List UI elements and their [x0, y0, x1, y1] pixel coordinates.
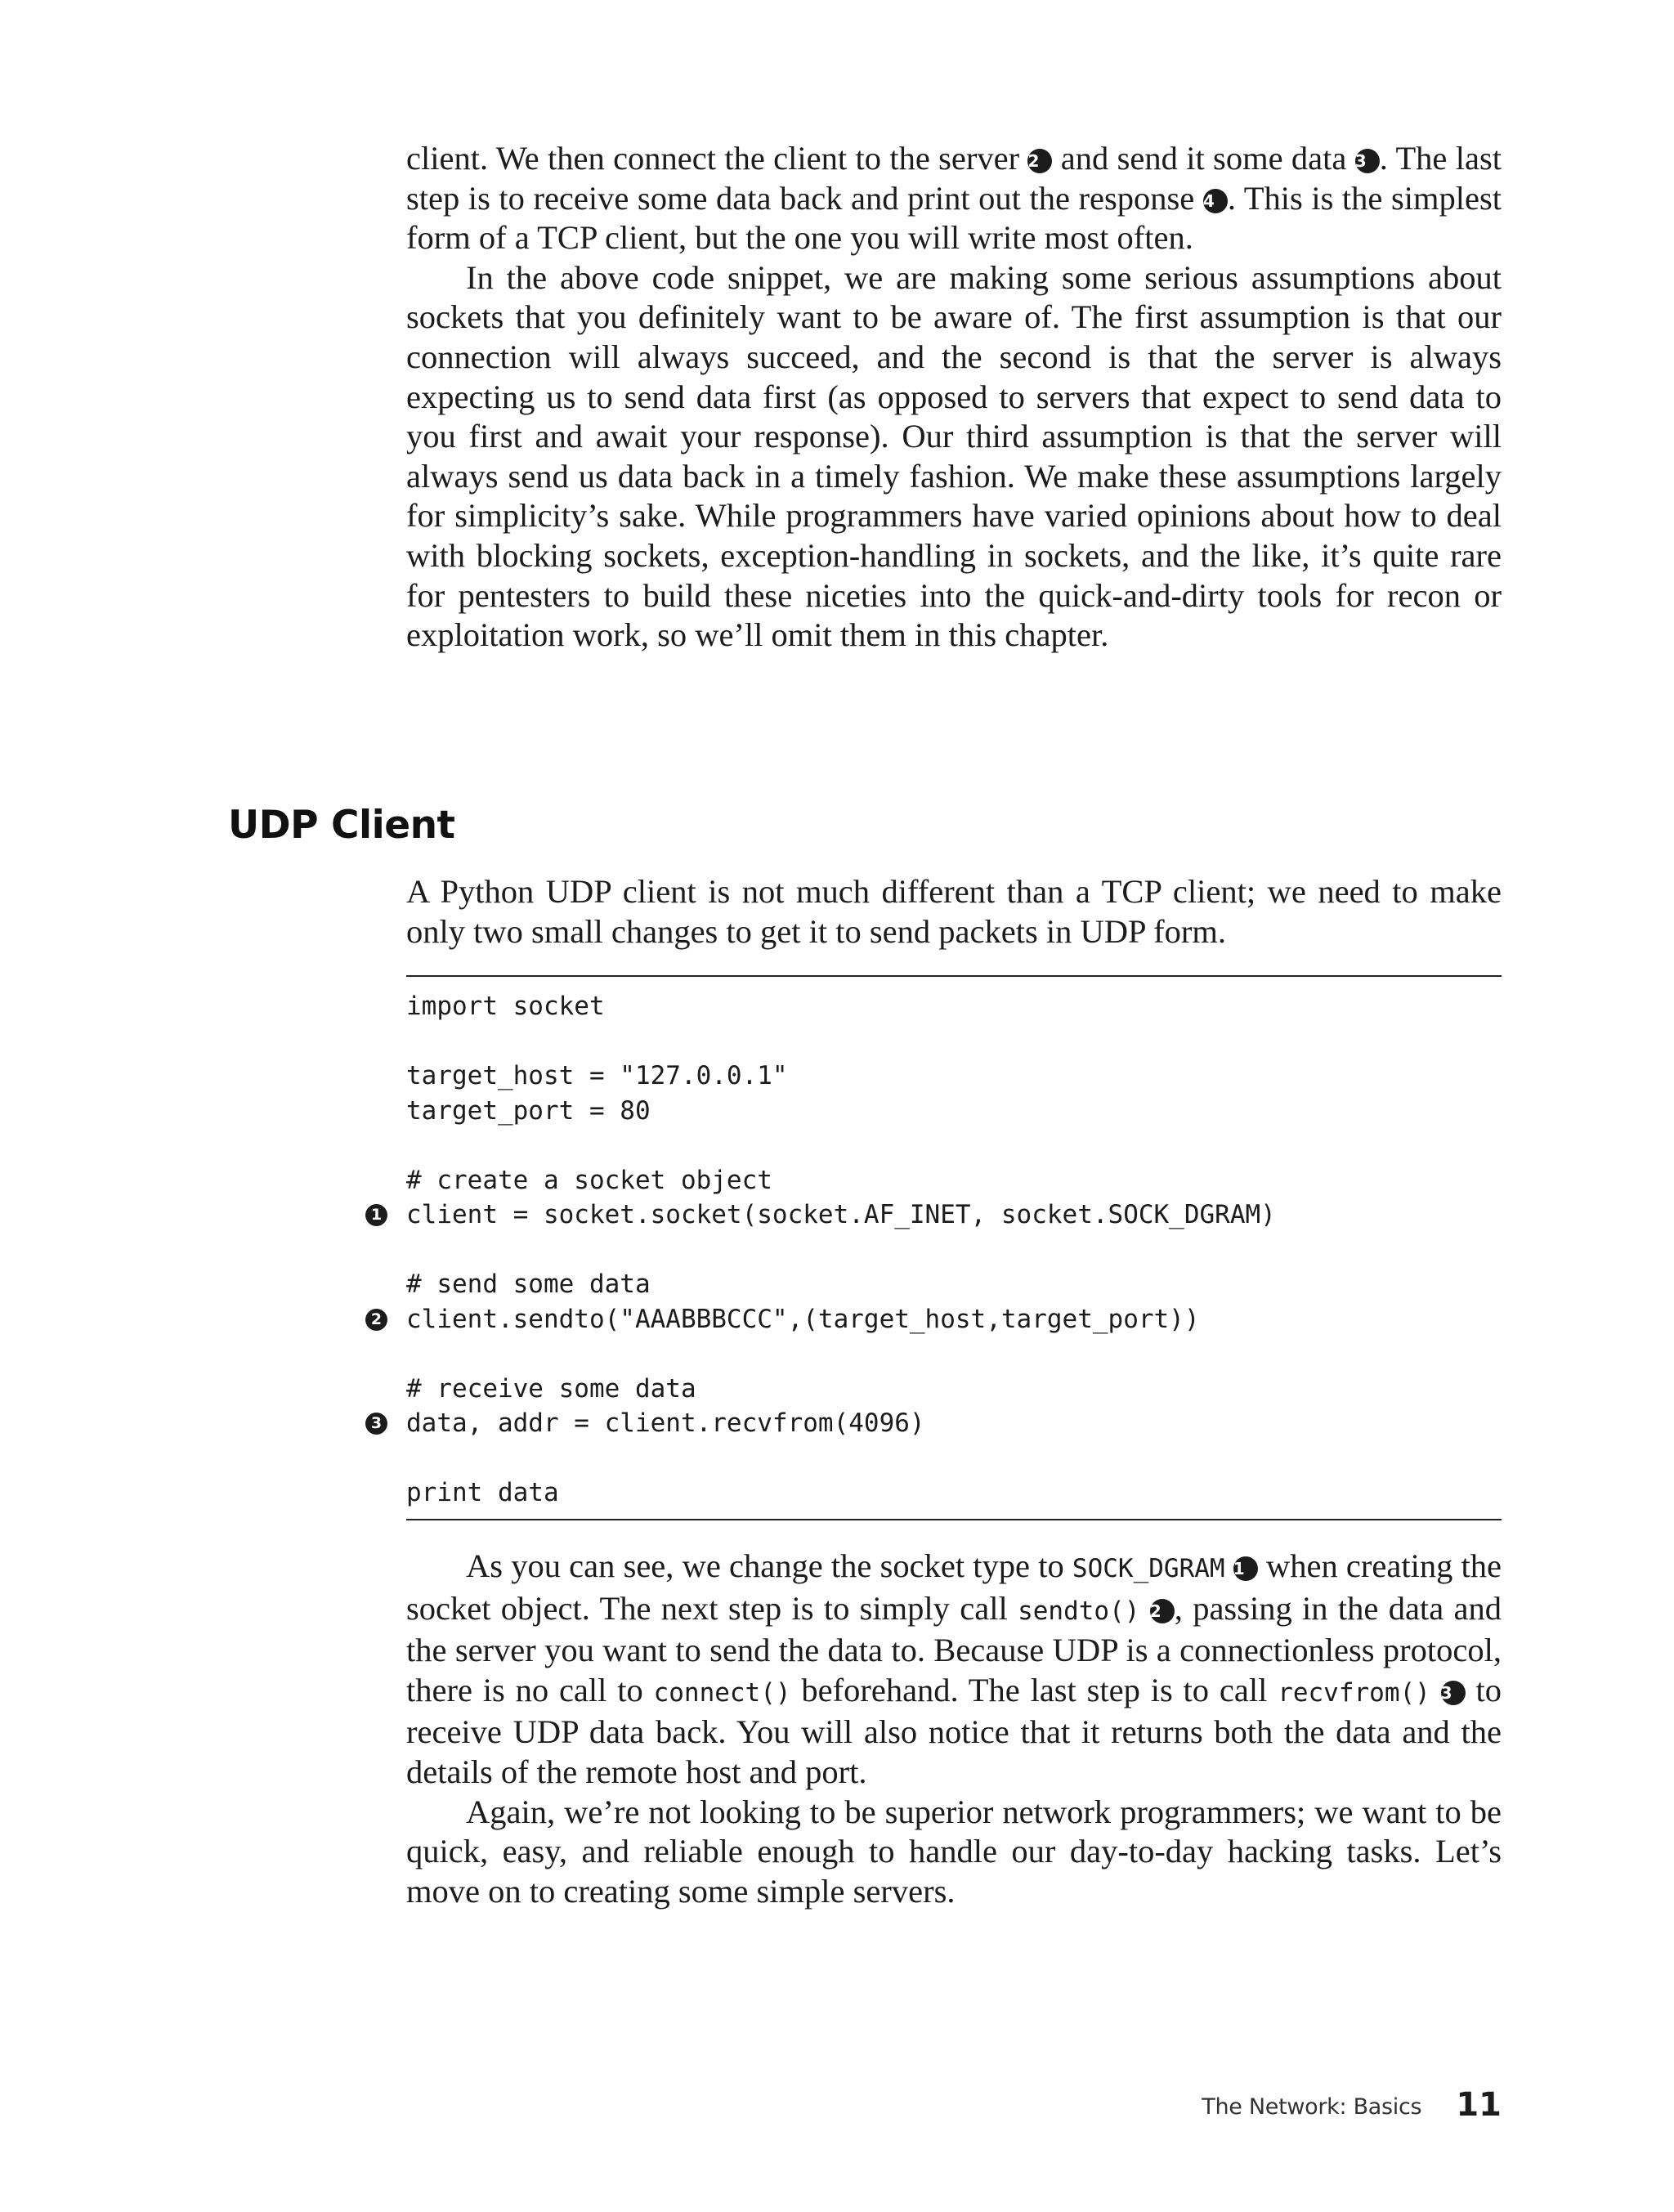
- body-paragraph: [406, 1793, 1502, 1912]
- code-line: [370, 1302, 1502, 1337]
- code-line: [406, 1441, 1502, 1476]
- callout-marker: 3: [1441, 1681, 1466, 1705]
- intro-text-block: [406, 872, 1502, 952]
- code-line: [406, 1233, 1502, 1268]
- callout-marker: 3: [1355, 149, 1380, 173]
- code-text: target_host = "127.0.0.1": [406, 1061, 788, 1090]
- text-run: [1139, 1590, 1149, 1627]
- text-run: Again, we’re not looking to be superior network programmers; we want to be quick, easy, and reliable enough to handle our day-to-day hacking tasks. Let’s move on to creating some simple servers.: [406, 1793, 1502, 1910]
- body-paragraph: [406, 258, 1502, 656]
- inline-code: recvfrom(): [1278, 1677, 1430, 1708]
- code-line: [406, 989, 1502, 1024]
- callout-marker: 2: [1150, 1599, 1175, 1623]
- text-run: , passing in the data and the server you want to send the data to. Because UDP is a connectionless protocol, there is no call to: [406, 1589, 1502, 1708]
- text-run: and send it some data: [1052, 140, 1355, 177]
- code-line: [406, 1094, 1502, 1129]
- code-line: [406, 1128, 1502, 1163]
- callout-marker: 4: [1203, 189, 1228, 213]
- code-line: [406, 1372, 1502, 1407]
- code-text: # create a socket object: [406, 1165, 772, 1195]
- code-text: client.sendto("AAABBBCCC",(target_host,target_port)): [406, 1304, 1200, 1334]
- callout-marker: 2: [1027, 149, 1052, 173]
- text-run: [1430, 1672, 1441, 1708]
- text-run: In the above code snippet, we are making some serious assumptions about sockets that you definitely want to be aware of. The first assumption is that our connection will always succeed, and the second is that the server is always expecting us to send data first (as opposed to servers that expect to send data to you first and await your response). Our third assumption is that the server will always send us data back in a timely fashion. We make these assumptions largely for simplicity’s sake. While programmers have varied opinions about how to deal with blocking sockets, exception-handling in sockets, and the like, it’s quite rare for pentesters to build these niceties into the quick-and-dirty tools for recon or exploitation work, so we’ll omit them in this chapter.: [406, 258, 1502, 654]
- code-line: [406, 1059, 1502, 1094]
- code-top-rule: [406, 975, 1502, 977]
- code-callout-marker: 1: [365, 1204, 387, 1226]
- text-run: As you can see, we change the socket type to: [466, 1547, 1072, 1584]
- code-text: # send some data: [406, 1269, 651, 1299]
- code-text: print data: [406, 1478, 559, 1507]
- code-bottom-rule: [406, 1519, 1502, 1520]
- page-number: 11: [1456, 2086, 1502, 2124]
- inline-code: sendto(): [1018, 1596, 1140, 1626]
- page-footer: [1202, 2086, 1502, 2124]
- code-callout-marker: 2: [365, 1309, 387, 1331]
- code-line: [370, 1198, 1502, 1233]
- section-heading: UDP Client: [228, 803, 455, 848]
- code-text: import socket: [406, 992, 605, 1021]
- code-line: [406, 1475, 1502, 1511]
- code-text: target_port = 80: [406, 1095, 651, 1126]
- code-text: # receive some data: [406, 1373, 696, 1404]
- callout-marker: 1: [1233, 1556, 1258, 1581]
- body-paragraph: [406, 139, 1502, 258]
- text-run: . The last step is to receive some data back and print out the response: [406, 140, 1502, 217]
- code-text: data, addr = client.recvfrom(4096): [406, 1408, 925, 1438]
- text-run: [1225, 1547, 1233, 1584]
- text-run: . This is the simplest form of a TCP client, but the one you will write most often.: [406, 179, 1502, 257]
- explanation-text-block: [406, 1547, 1502, 1911]
- code-line: [406, 1024, 1502, 1059]
- text-run: when creating the socket object. The next step is to simply call: [406, 1547, 1502, 1627]
- intro-paragraph: A Python UDP client is not much different than a TCP client; we need to make only two small changes to get it to send packets in UDP form.: [406, 873, 1502, 950]
- code-line: [370, 1406, 1502, 1441]
- code-text: client = socket.socket(socket.AF_INET, socket.SOCK_DGRAM): [406, 1200, 1276, 1229]
- inline-code: connect(): [653, 1677, 791, 1708]
- text-run: beforehand. The last step is to call: [790, 1671, 1278, 1708]
- code-line: [406, 1337, 1502, 1372]
- continued-text-block: [406, 139, 1502, 656]
- body-paragraph: [406, 1547, 1502, 1793]
- code-listing: [370, 989, 1502, 1511]
- code-callout-marker: 3: [365, 1413, 387, 1435]
- running-title: The Network: Basics: [1202, 2094, 1422, 2120]
- text-run: client. We then connect the client to the server: [406, 140, 1028, 177]
- inline-code: SOCK_DGRAM: [1072, 1554, 1225, 1583]
- code-line: [406, 1267, 1502, 1302]
- code-line: [406, 1163, 1502, 1198]
- text-run: to receive UDP data back. You will also notice that it returns both the data and the details of the remote host and port.: [406, 1671, 1502, 1790]
